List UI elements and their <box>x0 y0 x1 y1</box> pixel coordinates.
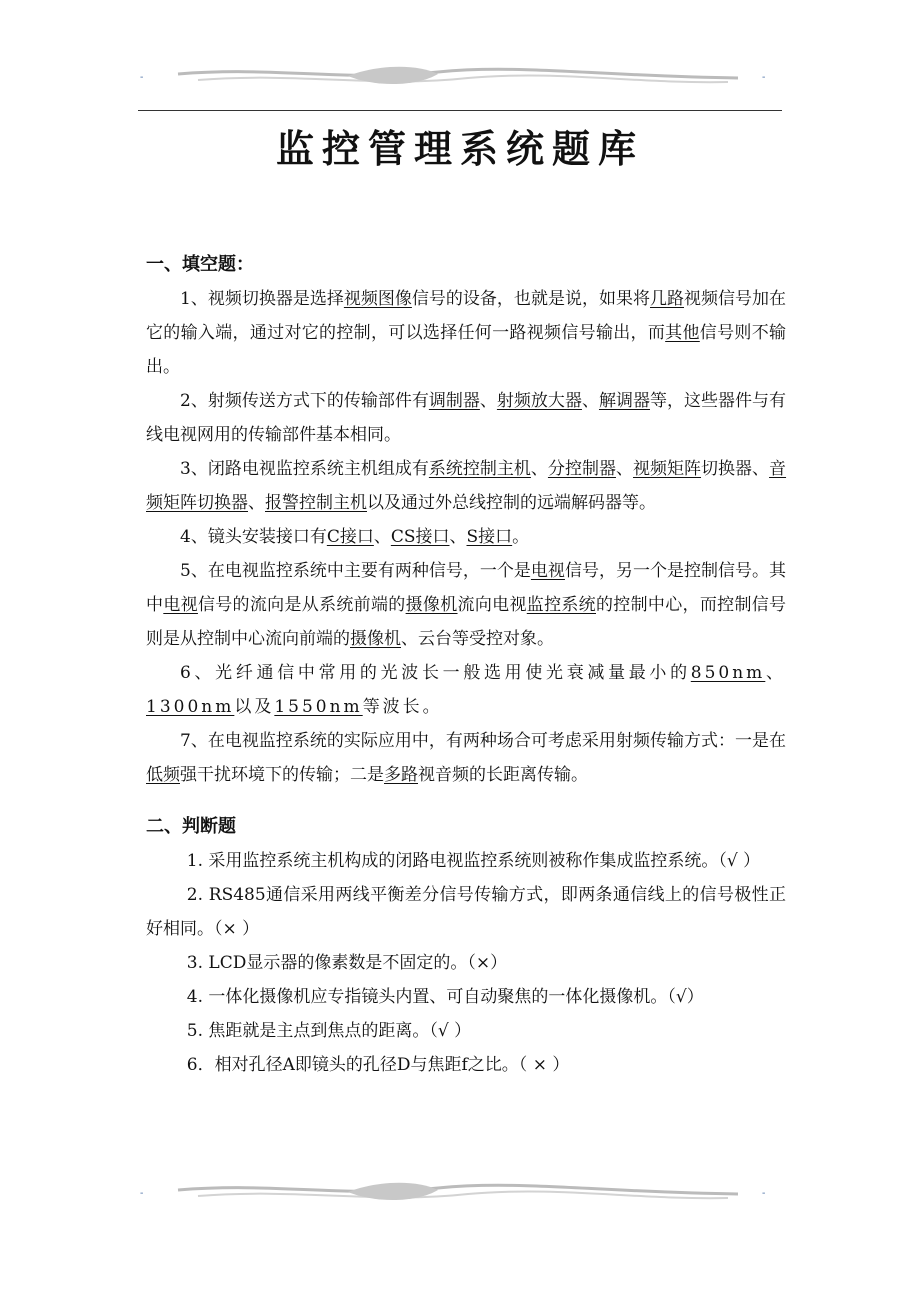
answer-blank: 电视 <box>530 561 565 581</box>
question-item: 1. 采用监控系统主机构成的闭路电视监控系统则被称作集成监控系统。（√ ） <box>186 851 761 871</box>
question-text: 等，这些器件与有线电视网用的传输部件基本相同。 <box>146 391 787 445</box>
question-text: 信号，另一个是控制信号。其中 <box>146 561 786 615</box>
answer-blank: 射频放大器 <box>496 391 582 411</box>
svg-text:-: - <box>140 72 144 83</box>
section-heading-judgement: 二、判断题 <box>146 816 236 837</box>
page-title: 监控管理系统题库 <box>275 127 644 171</box>
question-text: 等波长。 <box>362 697 443 717</box>
question-text: 5、在电视监控系统中主要有两种信号，一个是 <box>180 561 531 581</box>
svg-text:-: - <box>762 72 766 83</box>
answer-blank: 监控系统 <box>526 595 596 615</box>
question-text: 、 <box>581 391 599 411</box>
question-text: 、 <box>248 493 265 513</box>
question-text: 、云台等受控对象。 <box>401 629 554 649</box>
answer-blank: 视频图像 <box>343 289 412 309</box>
question-text: 7、在电视监控系统的实际应用中，有两种场合可考虑采用射频传输方式：一是在 <box>180 731 786 751</box>
question-text: 强干扰环境下的传输；二是 <box>180 765 384 785</box>
question-text: 以及通过外总线控制的远端解码器等。 <box>367 493 656 513</box>
fill-blank-questions <box>146 282 786 792</box>
question-item <box>146 520 786 554</box>
answer-blank: CS接口 <box>390 527 450 547</box>
answer-blank: C接口 <box>326 527 374 547</box>
header-rule <box>138 110 782 111</box>
document-body <box>146 248 786 1082</box>
question-text: 信号的设备，也就是说，如果将 <box>411 289 650 309</box>
answer-blank: 摄像机 <box>405 595 458 615</box>
answer-blank: 1300nm <box>146 697 235 717</box>
question-text: 流向电视 <box>457 595 527 615</box>
question-text: 的控制中心，而控制信号则是从控制中心流向前端的 <box>146 595 787 649</box>
question-text: 、 <box>765 663 786 683</box>
footer-ornament <box>138 1178 782 1208</box>
answer-blank: S接口 <box>466 527 513 547</box>
question-item <box>146 384 786 452</box>
question-text: 、 <box>530 459 548 479</box>
svg-text:-: - <box>140 1188 144 1199</box>
question-item <box>146 452 786 520</box>
question-text: 视频信号加在它的输入端，通过对它的控制，可以选择任何一路视频信号输出，而 <box>146 289 787 343</box>
answer-blank: 1550nm <box>274 697 363 717</box>
question-text: 、 <box>615 459 633 479</box>
answer-blank: 摄像机 <box>350 629 401 649</box>
question-item: 5. 焦距就是主点到焦点的距离。（√ ） <box>186 1021 472 1041</box>
answer-blank: 调制器 <box>428 391 480 411</box>
answer-blank: 电视 <box>163 595 198 615</box>
question-text: 、 <box>449 527 467 547</box>
answer-blank: 分控制器 <box>547 459 616 479</box>
question-item: 4. 一体化摄像机应专指镜头内置、可自动聚焦的一体化摄像机。（√） <box>186 987 704 1007</box>
answer-blank: 其他 <box>665 323 700 343</box>
judgement-questions <box>146 844 786 1082</box>
answer-blank: 低频 <box>146 765 180 785</box>
answer-blank: 850nm <box>690 663 766 683</box>
question-text: 、 <box>479 391 497 411</box>
answer-blank: 视频矩阵 <box>632 459 702 479</box>
question-item <box>146 282 786 384</box>
answer-blank: 解调器 <box>598 391 650 411</box>
answer-blank: 系统控制主机 <box>428 459 531 479</box>
question-item <box>146 656 786 724</box>
question-item: 6．相对孔径A即镜头的孔径D与焦距f之比。（ × ） <box>186 1055 570 1075</box>
question-text: 视音频的长距离传输。 <box>418 765 588 785</box>
question-text: 以及 <box>234 697 275 717</box>
question-item <box>146 554 786 656</box>
svg-text:-: - <box>762 1188 766 1199</box>
question-item: 2. RS485通信采用两线平衡差分信号传输方式，即两条通信线上的信号极性正好相同。（× ） <box>146 885 786 939</box>
question-text: 、 <box>373 527 391 547</box>
question-text: 1、视频切换器是选择 <box>180 289 344 309</box>
answer-blank: 音频矩阵切换器 <box>146 459 787 513</box>
answer-blank: 报警控制主机 <box>265 493 367 513</box>
question-text: 6、光纤通信中常用的光波长一般选用使光衰减量最小的 <box>180 663 691 683</box>
question-text: 信号则不输出。 <box>146 323 787 377</box>
answer-blank: 多路 <box>384 765 418 785</box>
answer-blank: 几路 <box>649 289 684 309</box>
question-text: 2、射频传送方式下的传输部件有 <box>180 391 429 411</box>
question-item: 3. LCD显示器的像素数是不固定的。（×） <box>186 953 508 973</box>
question-text: 3、闭路电视监控系统主机组成有 <box>180 459 429 479</box>
header-ornament <box>138 62 782 92</box>
question-item <box>146 724 786 792</box>
question-text: 。 <box>512 527 530 547</box>
question-text: 4、镜头安装接口有 <box>180 527 327 547</box>
question-text: 信号的流向是从系统前端的 <box>197 595 406 615</box>
section-heading-fill-blank: 一、填空题： <box>146 254 254 275</box>
question-text: 切换器、 <box>701 459 770 479</box>
